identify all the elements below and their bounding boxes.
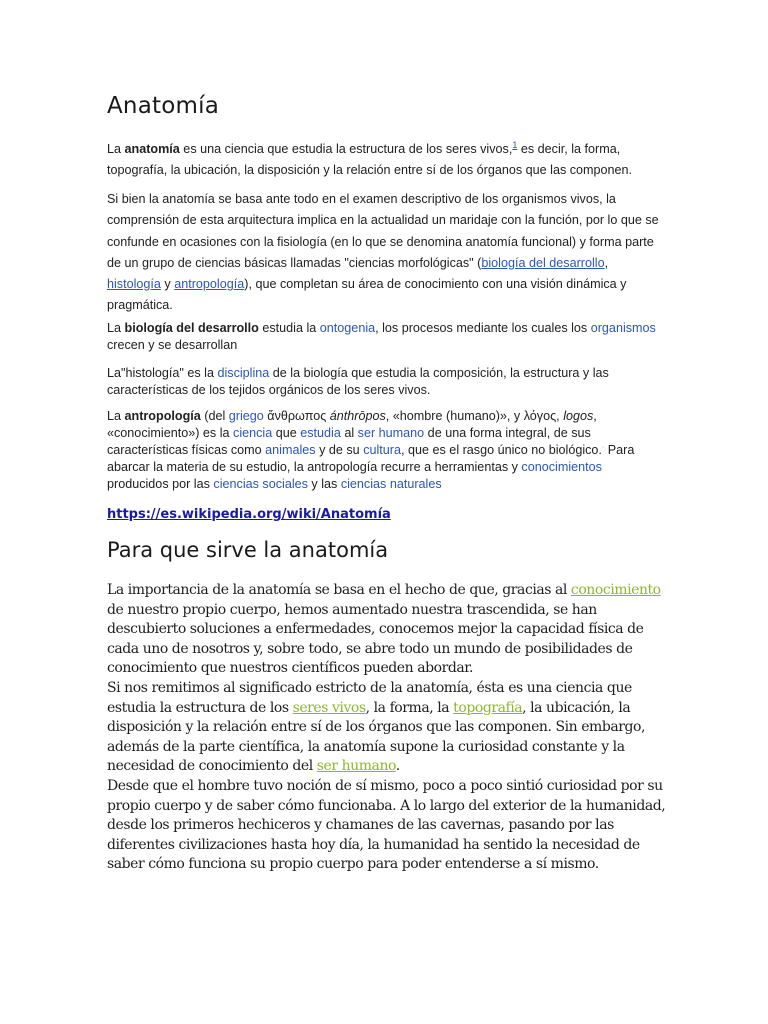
section-anatomia-header bbox=[107, 93, 663, 119]
text: al bbox=[340, 426, 358, 440]
text: de la biología que estudia la composición, la estructura y las características de los tejidos orgánicos de los seres vivos. bbox=[107, 366, 609, 397]
page-title: Anatomía bbox=[107, 93, 219, 119]
link-estudia[interactable]: estudia bbox=[300, 426, 341, 440]
wikipedia-source-link[interactable]: https://es.wikipedia.org/wiki/Anatomía bbox=[107, 507, 391, 522]
footnote-dot: · bbox=[601, 443, 605, 451]
text: La bbox=[107, 142, 125, 156]
text: estudia la bbox=[258, 321, 320, 335]
section-para-que-sirve-header bbox=[107, 538, 663, 562]
paragraph-importancia bbox=[107, 581, 667, 875]
paragraph-histologia bbox=[107, 365, 663, 399]
text: Desde que el hombre tuvo noción de sí mismo, poco a poco sintió curiosidad por su propio cuerpo y de saber cómo funcionaba. A lo largo del exterior de la humanidad, desde los primeros hechiceros y chamanes de las cavernas, pasando por las diferentes civilizaciones hasta hoy día, la humanidad ha sentido la necesidad de saber cómo funciona su propio cuerpo para poder entenderse a sí mismo. bbox=[107, 777, 666, 873]
text: y bbox=[160, 277, 175, 292]
link-organismos[interactable]: organismos bbox=[590, 321, 656, 335]
text: , la forma, la bbox=[365, 699, 454, 716]
link-conocimientos[interactable]: conocimientos bbox=[521, 460, 602, 474]
text: y las bbox=[307, 477, 341, 491]
link-griego[interactable]: griego bbox=[228, 409, 264, 423]
italic-anthropos: ánthrōpos bbox=[329, 409, 386, 423]
section-title: Para que sirve la anatomía bbox=[107, 538, 389, 562]
italic-logos: logos bbox=[563, 409, 594, 423]
text: ), que completan su área de conocimiento con una visión dinámica y pragmática. bbox=[107, 277, 627, 313]
link-ciencia[interactable]: ciencia bbox=[233, 426, 273, 440]
link-ciencias-sociales[interactable]: ciencias sociales bbox=[213, 477, 308, 491]
paragraph-antropologia bbox=[107, 408, 663, 493]
link-animales[interactable]: animales bbox=[265, 443, 316, 457]
text: crecen y se desarrollan bbox=[107, 338, 238, 352]
text: y de su bbox=[315, 443, 364, 457]
text: producidos por las bbox=[107, 477, 214, 491]
reference-link[interactable]: 1 bbox=[512, 139, 518, 150]
paragraph-biologia-desarrollo bbox=[107, 320, 663, 354]
bold-term-anatomia: anatomía bbox=[124, 142, 180, 156]
text: La bbox=[107, 409, 125, 423]
text: es decir, la forma, topografía, la ubicación, la disposición y la relación entre sí de los órganos que las componen. bbox=[107, 142, 633, 178]
link-ser-humano-2[interactable]: ser humano bbox=[316, 758, 396, 775]
text: , que es el rasgo único no biológico. bbox=[401, 443, 602, 457]
text: La importancia de la anatomía se basa en el hecho de que, gracias al bbox=[107, 582, 571, 598]
text: , «conocimiento») es la bbox=[107, 409, 597, 440]
link-seres-vivos[interactable]: seres vivos bbox=[292, 699, 366, 716]
link-histologia[interactable]: histología bbox=[107, 277, 161, 292]
text: de una forma integral, de sus características físicas como bbox=[107, 426, 591, 457]
text: , bbox=[604, 255, 609, 270]
link-antropologia[interactable]: antropología bbox=[174, 277, 245, 292]
link-ser-humano[interactable]: ser humano bbox=[357, 426, 425, 440]
text: La bbox=[107, 321, 125, 335]
text: de nuestro propio cuerpo, hemos aumentado nuestra trascendida, se han descubierto soluciones a enfermedades, conocemos mejor la capacidad física de cada uno de nosotros y, sobre todo, se abre todo un mundo de posibilidades de conocimiento que nuestros científicos pueden abordar. bbox=[107, 601, 644, 677]
text: La"histología" es la bbox=[107, 366, 218, 380]
link-biologia-desarrollo[interactable]: biología del desarrollo bbox=[481, 255, 605, 270]
bold-term-antropologia: antropología bbox=[124, 409, 201, 423]
link-conocimiento[interactable]: conocimiento bbox=[570, 582, 661, 598]
text: , la ubicación, la disposición y la relación entre sí de los órganos que las componen. Sin embargo, además de la parte científica, la anatomía supone la curiosidad constante y la necesidad de conocimiento del bbox=[107, 699, 646, 775]
text: (del bbox=[200, 409, 229, 423]
text: Si bien la anatomía se basa ante todo en el examen descriptivo de los organismos vivos, la comprensión de esta arquitectura implica en la actualidad un maridaje con la función, por lo que se confunde en ocasiones con la fisiología (en lo que se denomina anatomía funcional) y forma parte de un grupo de ciencias básicas llamadas "ciencias morfológicas" ( bbox=[107, 192, 659, 270]
paragraph-anatomia-descriptiva bbox=[107, 189, 663, 317]
text: , «hombre (humano)», y λόγος, bbox=[385, 409, 564, 423]
link-ciencias-naturales[interactable]: ciencias naturales bbox=[340, 477, 442, 491]
text: , los procesos mediante los cuales los bbox=[375, 321, 591, 335]
text: es una ciencia que estudia la estructura de los seres vivos, bbox=[179, 142, 513, 156]
link-disciplina[interactable]: disciplina bbox=[217, 366, 270, 380]
text: que bbox=[272, 426, 301, 440]
link-cultura[interactable]: cultura bbox=[363, 443, 401, 457]
text: Si nos remitimos al significado estricto de la anatomía, ésta es una ciencia que estudia la estructura de los bbox=[107, 679, 632, 716]
link-topografia[interactable]: topografía bbox=[453, 699, 523, 716]
text: ἄνθρωπος bbox=[263, 409, 330, 423]
text: Para abarcar la materia de su estudio, la antropología recurre a herramientas y bbox=[107, 443, 635, 474]
link-ontogenia[interactable]: ontogenia bbox=[319, 321, 376, 335]
source-link-row bbox=[107, 505, 663, 523]
bold-term-biologia: biología del desarrollo bbox=[124, 321, 259, 335]
text: . bbox=[395, 758, 400, 775]
paragraph-anatomia-definition bbox=[107, 139, 663, 182]
